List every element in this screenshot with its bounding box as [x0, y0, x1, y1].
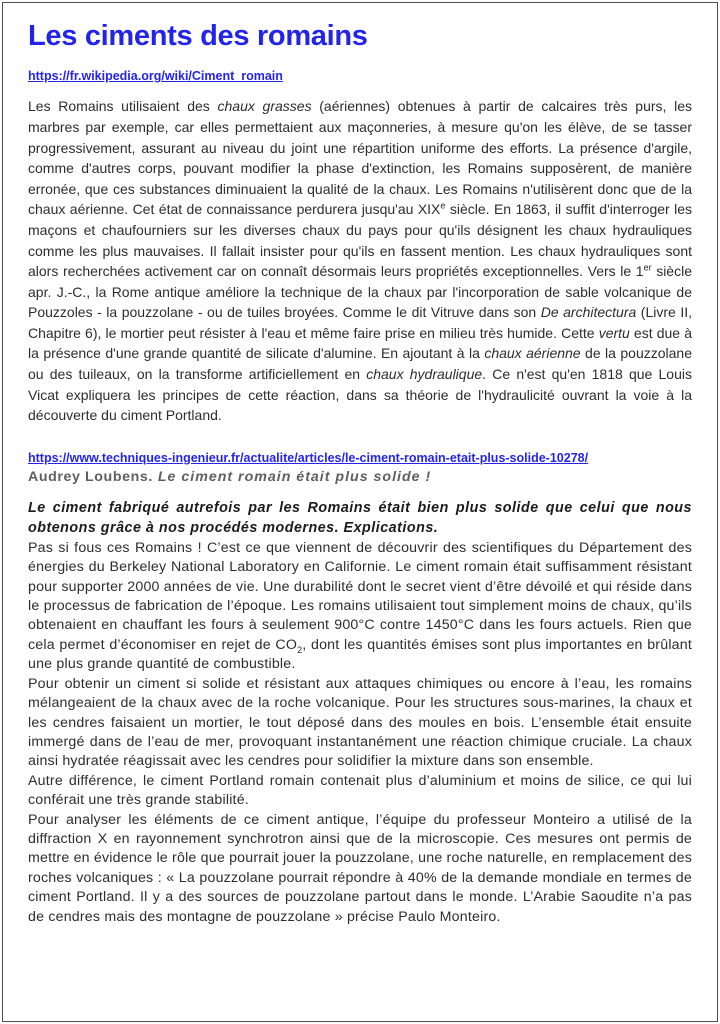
article2-body — [28, 539, 692, 927]
techniques-ingenieur-link[interactable]: https://www.techniques-ingenieur.fr/actualite/articles/le-ciment-romain-etait-plus-solide-10278/ — [28, 450, 589, 465]
article2-paragraph-1: Pas si fous ces Romains ! C’est ce que viennent de découvrir des scientifiques du Département des énergies du Berkeley National Laboratory en Californie. Le ciment romain était suffisamment résistant pour supporter 2000 années de vie. Une durabilité dont le secret vient d’être dévoilé et qui réside dans le processus de fabrication de l’époque. Les romains utilisaient tout simplement moins de chaux, qu’ils obtenaient en chauffant les fours à seulement 900°C contre 1450°C dans les fours actuels. Rien que cela permet d’économiser en rejet de $CO_2$, dont les quantités émises sont plus importantes en brûlant une plus grande quantité de combustible. — [28, 539, 692, 673]
wikipedia-link[interactable]: https://fr.wikipedia.org/wiki/Ciment_romain — [28, 69, 283, 84]
article2-paragraph-2: Pour obtenir un ciment si solide et résistant aux attaques chimiques ou encore à l’eau, les romains mélangeaient de la chaux avec de la roche volcanique. Pour les structures sous-marines, la chaux et les cendres faisaient un mortier, le tout déposé dans des moules en bois. L’ensemble était ensuite immergé dans de l’eau de mer, provoquant instantanément une réaction chimique cruciale. La chaux ainsi hydratée réagissait avec les cendres pour solidifier la mixture dans son ensemble. — [28, 675, 692, 770]
article2-paragraph-3: Autre différence, le ciment Portland romain contenait plus d’aluminium et moins de silice, ce qui lui conférait une très grande stabilité. — [28, 772, 692, 809]
page-title: Les ciments des romains — [28, 20, 368, 52]
byline-headline: Le ciment romain était plus solide ! — [157, 468, 432, 485]
byline-author: Audrey Loubens. — [28, 468, 153, 485]
article2-byline — [28, 469, 692, 485]
article2-lead: Le ciment fabriqué autrefois par les Romains était bien plus solide que celui que nous obtenons grâce à nos procédés modernes. Explications. — [28, 499, 692, 537]
article1-paragraph: Les Romains utilisaient des chaux grasses (aériennes) obtenues à partir de calcaires très purs, les marbres par exemple, car elles permettaient aux maçonneries, à mesure qu'on les élève, de se tasser progressivement, assurant au niveau du joint une répartition uniforme des efforts. La présence d'argile, comme d'autres corps, pouvant modifier la phase d'extinction, les Romains supposèrent, de manière erronée, que ces substances diminuaient la qualité de la chaux. Les Romains n'utilisèrent donc que de la chaux aérienne. Cet état de connaissance perdurera jusqu'au XIXe siècle. En 1863, il suffit d'interroger les maçons et chaufourniers sur les diverses chaux du pays pour qu'ils désignent les chaux hydrauliques comme les plus mauvaises. Il fallait insister pour qu'ils en fassent mention. Les chaux hydrauliques sont alors recherchées activement car on connaît désormais leurs propriétés exceptionnelles. Vers le 1er siècle apr. J.-C., la Rome antique améliore la technique de la chaux par l'incorporation de sable volcanique de Pouzzoles - la pouzzolane - ou de tuiles broyées. Comme le dit Vitruve dans son De architectura (Livre II, Chapitre 6), le mortier peut résister à l'eau et même faire prise en milieu très humide. Cette vertu est due à la présence d'une grande quantité de silicate d'alumine. En ajoutant à la chaux aérienne de la pouzzolane ou des tuileaux, on la transforme artificiellement en chaux hydraulique. Ce n'est qu'en 1818 que Louis Vicat expliquera les principes de cette réaction, dans sa théorie de l'hydraulicité ouvrant la voie à la découverte du ciment Portland. — [28, 98, 693, 424]
article2-paragraph-4: Pour analyser les éléments de ce ciment antique, l’équipe du professeur Monteiro a utilisé de la diffraction X en rayonnement synchrotron ainsi que de la microscopie. Ces mesures ont permis de mettre en évidence le rôle que pourrait jouer la pouzzolane, une roche naturelle, en remplacement des roches volcaniques : « La pouzzolane pourrait répondre à 40% de la demande mondiale en termes de ciment Portland. Il y a des sources de pouzzolane partout dans le monde. L’Arabie Saoudite n’a pas de cendres mais des montagne de pouzzolane » précise Paulo Monteiro. — [28, 811, 692, 925]
